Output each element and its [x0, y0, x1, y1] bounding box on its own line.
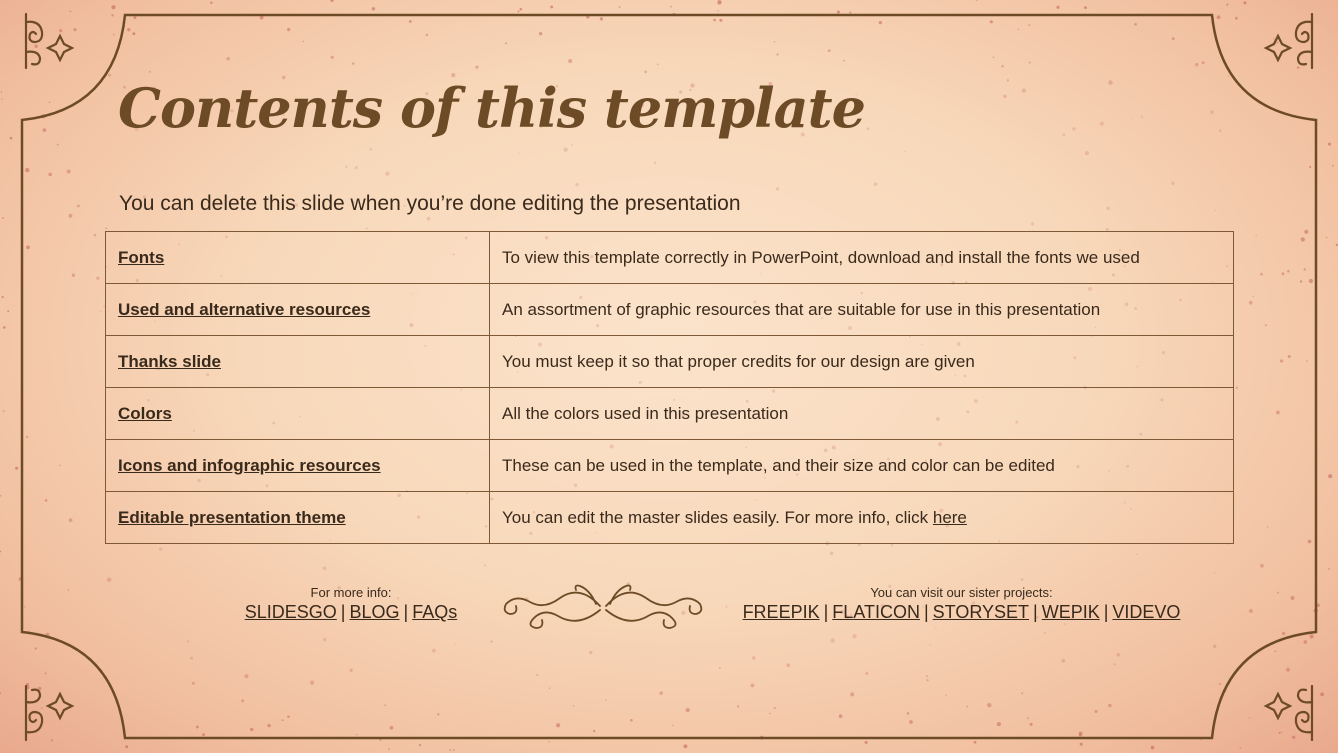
- flourish-corner-icon: [1258, 12, 1318, 74]
- swirl-ornament-icon: [500, 580, 706, 636]
- link-separator: |: [923, 602, 929, 622]
- slidesgo-link[interactable]: SLIDESGO: [244, 602, 337, 622]
- row-description: To view this template correctly in PowerPoint, download and install the fonts we used: [490, 232, 1234, 284]
- table-row: [106, 492, 1234, 544]
- videvo-link[interactable]: VIDEVO: [1112, 602, 1181, 622]
- sister-projects-links: [720, 602, 1203, 623]
- wepik-link[interactable]: WEPIK: [1041, 602, 1100, 622]
- sister-projects-caption: You can visit our sister projects:: [870, 585, 1053, 600]
- more-info-caption: For more info:: [310, 585, 392, 600]
- table-row: [106, 232, 1234, 284]
- row-description: All the colors used in this presentation: [490, 388, 1234, 440]
- flaticon-link[interactable]: FLATICON: [832, 602, 920, 622]
- link-separator: |: [1103, 602, 1109, 622]
- here-link[interactable]: here: [932, 507, 967, 527]
- row-label-cell: [106, 440, 490, 492]
- row-label[interactable]: Icons and infographic resources: [118, 455, 381, 475]
- link-separator: |: [403, 602, 409, 622]
- row-label[interactable]: Thanks slide: [118, 351, 221, 371]
- link-separator: |: [1033, 602, 1038, 622]
- flourish-corner-icon: [20, 680, 80, 742]
- table-row: [106, 388, 1234, 440]
- row-description: These can be used in the template, and their size and color can be edited: [490, 440, 1234, 492]
- faqs-link[interactable]: FAQs: [412, 602, 458, 622]
- table-row: [106, 336, 1234, 388]
- row-label[interactable]: Used and alternative resources: [118, 299, 371, 319]
- flourish-corner-icon: [20, 12, 80, 74]
- footer-more-info: [200, 585, 502, 623]
- row-description: You can edit the master slides easily. For more info, click: [502, 507, 933, 527]
- blog-link[interactable]: BLOG: [349, 602, 400, 622]
- row-label-cell: [106, 492, 490, 544]
- slide-title: Contents of this template: [118, 76, 865, 140]
- more-info-links: [200, 602, 502, 623]
- table-row: [106, 284, 1234, 336]
- row-label-cell: [106, 388, 490, 440]
- footer-sister-projects: [720, 585, 1203, 623]
- row-label-cell: [106, 336, 490, 388]
- table-row: [106, 440, 1234, 492]
- slide-subtitle: You can delete this slide when you’re done editing the presentation: [119, 192, 741, 215]
- row-label[interactable]: Editable presentation theme: [118, 507, 346, 527]
- flourish-corner-icon: [1258, 680, 1318, 742]
- link-separator: |: [340, 602, 346, 622]
- freepik-link[interactable]: FREEPIK: [742, 602, 820, 622]
- row-label[interactable]: Colors: [118, 403, 172, 423]
- row-label-cell: [106, 284, 490, 336]
- row-label-cell: [106, 232, 490, 284]
- link-separator: |: [823, 602, 829, 622]
- row-description-cell: [490, 492, 1234, 544]
- row-description: An assortment of graphic resources that are suitable for use in this presentation: [490, 284, 1234, 336]
- storyset-link[interactable]: STORYSET: [932, 602, 1030, 622]
- row-label[interactable]: Fonts: [118, 247, 165, 267]
- contents-table: [105, 231, 1234, 544]
- row-description: You must keep it so that proper credits for our design are given: [490, 336, 1234, 388]
